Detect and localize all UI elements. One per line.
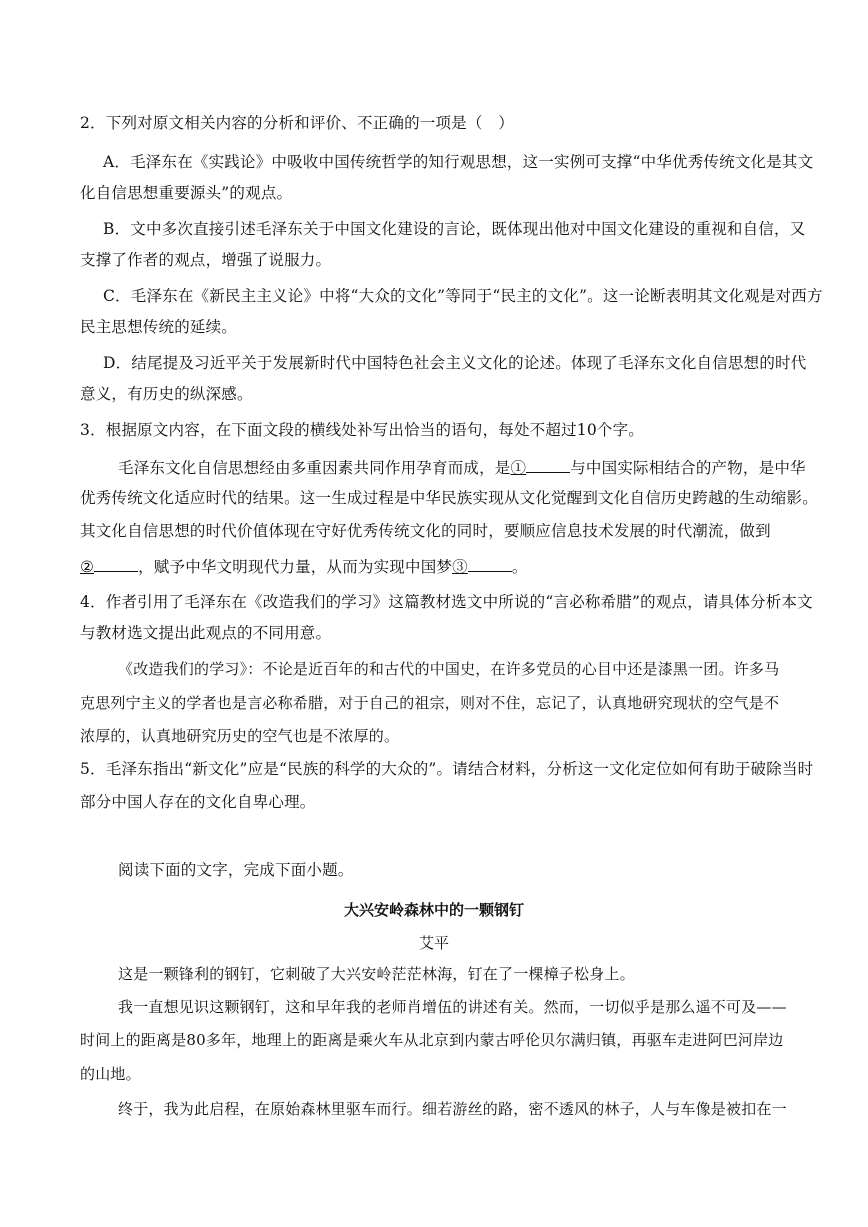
q2-option-a-line2: 化自信思想重要源头”的观点。 [80,184,293,202]
answer-blank-2[interactable] [94,555,138,572]
q2-option-d-line1: D．结尾提及习近平关于发展新时代中国特色社会主义文化的论述。体现了毛泽东文化自信思想的时代 [103,354,807,372]
article-paragraph-2-line1: 我一直想见识这颗钢钉，这和早年我的老师肖增伍的讲述有关。然而，一切似乎是那么遥不可及—— [118,998,787,1016]
answer-blank-3[interactable] [468,555,512,572]
q2-stem: 2．下列对原文相关内容的分析和评价、不正确的一项是（ ） [80,114,514,132]
q4-stem-line2: 与教材选文提出此观点的不同用意。 [80,624,332,642]
q3-passage-line1 [118,456,806,478]
reading-intro: 阅读下面的文字，完成下面小题。 [118,861,354,879]
blank-marker-3: ③ [452,558,468,576]
q3-passage-text: 。 [511,558,528,576]
q4-quote-line3: 浓厚的，认真地研究历史的空气也是不浓厚的。 [80,727,400,745]
article-paragraph-2-line2: 时间上的距离是80多年，地理上的距离是乘火车从北京到内蒙古呼伦贝尔满归镇，再驱车走进阿巴河岸边 [80,1031,784,1049]
q2-option-c-line1: C．毛泽东在《新民主主义论》中将“大众的文化”等同于“民主的文化”。这一论断表明其文化观是对西方 [103,287,823,305]
answer-blank-1[interactable] [526,456,570,473]
q2-option-d-line2: 意义，有历史的纵深感。 [80,385,253,403]
q3-stem: 3．根据原文内容，在下面文段的横线处补写出恰当的语句，每处不超过10个字。 [80,421,644,439]
article-paragraph-2-line3: 的山地。 [80,1065,141,1083]
q3-passage-text: 毛泽东文化自信思想经由多重因素共同作用孕育而成，是 [118,459,511,477]
q3-passage-line3: 其文化自信思想的时代价值体现在守好优秀传统文化的同时，要顺应信息技术发展的时代潮流，做到 [80,522,771,540]
blank-marker-1: ① [510,459,527,477]
q5-stem-line1: 5．毛泽东指出“新文化”应是“民族的科学的大众的”。请结合材料，分析这一文化定位如何有助于破除当时 [80,760,814,778]
q2-option-b-line1: B．文中多次直接引述毛泽东关于中国文化建设的言论，既体现出他对中国文化建设的重视和自信，又 [103,220,806,238]
q3-passage-text: ，赋予中华文明现代力量，从而为实现中国梦 [138,558,453,576]
article-paragraph-1: 这是一颗锋利的钢钉，它刺破了大兴安岭茫茫林海，钉在了一棵樟子松身上。 [118,965,635,983]
article-title: 大兴安岭森林中的一颗钢钉 [343,901,524,919]
q4-stem-line1: 4．作者引用了毛泽东在《改造我们的学习》这篇教材选文中所说的“言必称希腊”的观点，请具体分析本文 [80,593,813,611]
article-paragraph-3-line1: 终于，我为此启程，在原始森林里驱车而行。细若游丝的路，密不透风的林子，人与车像是被扣在一 [118,1100,787,1118]
q3-passage-line4 [80,555,528,577]
article-author: 艾平 [418,934,449,952]
q3-passage-text: 与中国实际相结合的产物，是中华 [570,459,806,477]
q3-passage-line2: 优秀传统文化适应时代的结果。这一生成过程是中华民族实现从文化觉醒到文化自信历史跨越的生动缩影。 [80,489,818,507]
q4-quote-line1: 《改造我们的学习》：不论是近百年的和古代的中国史，在许多党员的心目中还是漆黑一团。许多马 [118,660,780,678]
q4-quote-line2: 克思列宁主义的学者也是言必称希腊，对于自己的祖宗，则对不住，忘记了，认真地研究现状的空气是不 [80,694,780,712]
q2-option-a-line1: A．毛泽东在《实践论》中吸收中国传统哲学的知行观思想，这一实例可支撑“中华优秀传统文化是其文 [103,153,814,171]
q2-option-b-line2: 支撑了作者的观点，增强了说服力。 [80,251,332,269]
blank-marker-2: ② [80,558,95,576]
q5-stem-line2: 部分中国人存在的文化自卑心理。 [80,793,316,811]
q2-option-c-line2: 民主思想传统的延续。 [80,318,238,336]
